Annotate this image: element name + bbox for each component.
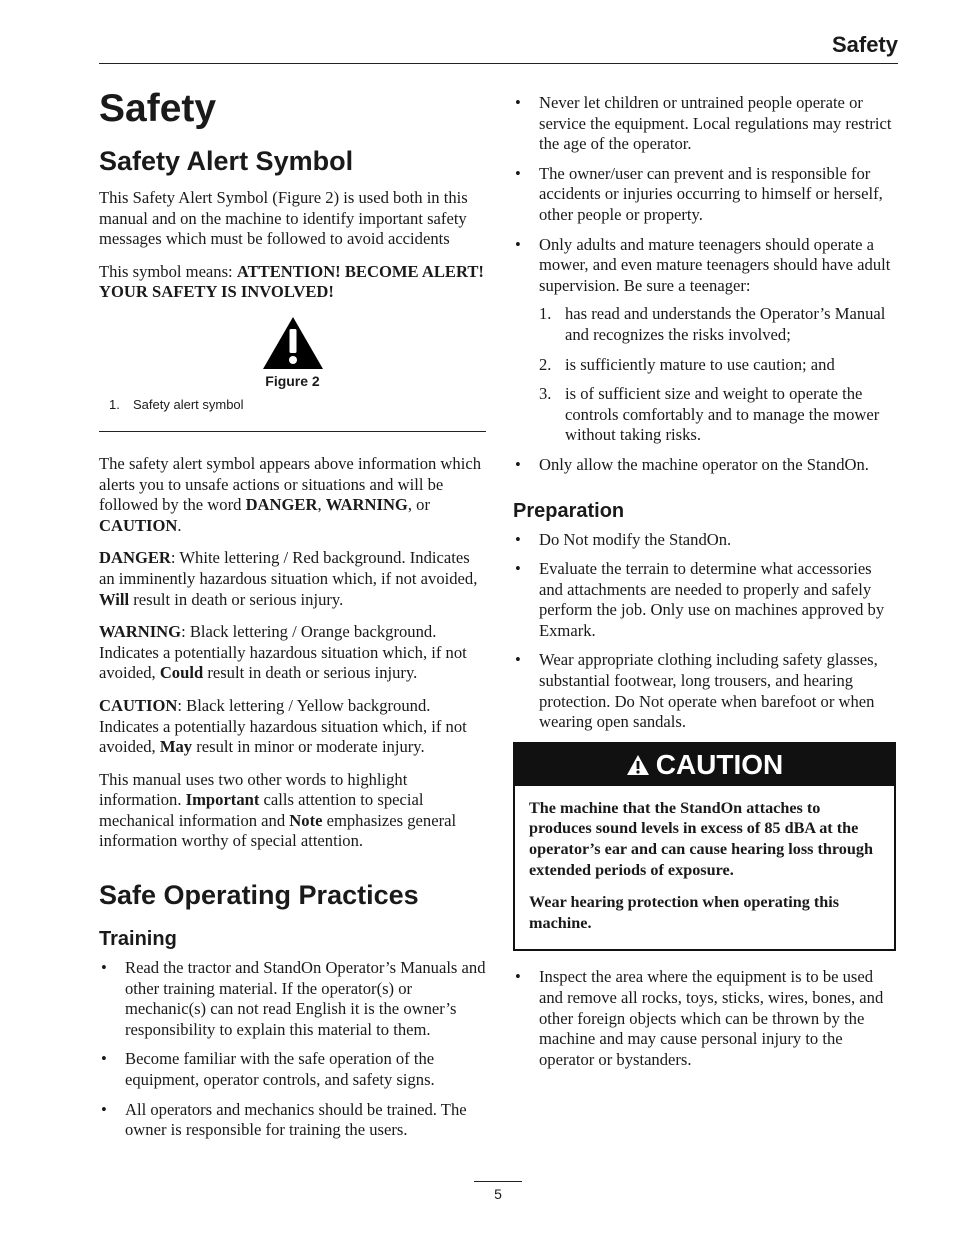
list-item: • Do Not modify the StandOn.	[513, 530, 899, 551]
preparation-list	[513, 530, 899, 733]
list-item: • Read the tractor and StandOn Operator’s Manuals and other training material. If the operator(s) or mechanic(s) can not read English it is the owner’s responsibility to explain this material to them.	[99, 958, 486, 1040]
left-column	[99, 80, 486, 1150]
training-list-right	[513, 93, 899, 476]
figure-divider	[99, 431, 486, 432]
sub-list-item: 2. is sufficiently mature to use caution; and	[539, 354, 835, 374]
caution-box	[513, 742, 896, 952]
safety-alert-heading: Safety Alert Symbol	[99, 146, 354, 176]
safe-operating-heading: Safe Operating Practices	[99, 880, 419, 911]
list-item: • Only adults and mature teenagers should operate a mower, and even mature teenagers should have adult supervision. Be sure a teenager: 1. has read and understands the Operator’s Manual and recognizes the risks involved; 2. is sufficiently mature to use caution; and 3. is of sufficient size and weight to operate the controls comfortably and to manage the mower without taking risks.	[513, 235, 899, 446]
list-item: • Become familiar with the safe operation of the equipment, operator controls, and safety signs.	[99, 1049, 486, 1090]
symbol-means-paragraph: This symbol means: ATTENTION! BECOME ALERT! YOUR SAFETY IS INVOLVED!	[99, 261, 484, 302]
list-item: • All operators and mechanics should be trained. The owner is responsible for training the users.	[99, 1100, 486, 1141]
list-item: • Wear appropriate clothing including safety glasses, substantial footwear, long trousers, and hearing protection. Do Not operate when barefoot or when wearing open sandals.	[513, 650, 899, 732]
list-item: • Inspect the area where the equipment is to be used and remove all rocks, toys, sticks, wires, bones, and other foreign objects which can be thrown by the machine and may cause personal injury to the operator or bystanders.	[513, 967, 899, 1070]
list-item: • Evaluate the terrain to determine what accessories and attachments are needed to properly and safely perform the job. Only use on machines approved by Exmark.	[513, 559, 899, 641]
teenager-sublist	[539, 304, 899, 446]
danger-definition: DANGER: White lettering / Red background. Indicates an imminently hazardous situation which, if not avoided, Will result in death or serious injury.	[99, 548, 478, 609]
warning-triangle-icon	[626, 754, 650, 776]
page-title: Safety	[99, 87, 217, 130]
caution-box-title: CAUTION	[515, 744, 894, 786]
caution-text-2: Wear hearing protection when operating this machine.	[529, 893, 840, 932]
caution-box-body	[515, 786, 894, 950]
preparation-heading: Preparation	[513, 499, 625, 522]
caution-definition: CAUTION: Black lettering / Yellow background. Indicates a potentially hazardous situation which, if not avoided, May result in minor or moderate injury.	[99, 695, 467, 757]
list-item: • The owner/user can prevent and is responsible for accidents or injuries occurring to himself or herself, other people or property.	[513, 164, 899, 226]
training-heading: Training	[99, 928, 177, 951]
highlight-words-paragraph: This manual uses two other words to highlight information. Important calls attention to special mechanical information and Note emphasizes general information worthy of special attention.	[99, 769, 457, 851]
list-item: • Never let children or untrained people operate or service the equipment. Local regulations may restrict the age of the operator.	[513, 93, 899, 155]
running-header: Safety	[831, 32, 898, 57]
page-number: 5	[474, 1181, 522, 1202]
training-list-left	[99, 958, 486, 1141]
safety-alert-triangle-icon	[261, 315, 325, 371]
figure-2	[99, 315, 486, 389]
figure-callout: 1. Safety alert symbol	[109, 396, 244, 412]
sub-list-item: 3. is of sufficient size and weight to operate the controls comfortably and to manage the mower without taking risks.	[539, 384, 880, 445]
alert-symbol-paragraph: This Safety Alert Symbol (Figure 2) is used both in this manual and on the machine to identify important safety messages which must be followed to avoid accidents	[99, 188, 468, 249]
right-column	[513, 93, 899, 1079]
figure-caption: Figure 2	[265, 372, 320, 389]
list-item: • Only allow the machine operator on the StandOn.	[513, 455, 899, 476]
alert-appears-paragraph: The safety alert symbol appears above information which alerts you to unsafe actions or situations and will be followed by the word DANGER, WARNING, or CAUTION.	[99, 453, 481, 535]
caution-text-1: The machine that the StandOn attaches to produces sound levels in excess of 85 dBA at the operator’s ear and can cause hearing loss through extended periods of exposure.	[529, 798, 873, 879]
header-rule	[99, 63, 898, 64]
sub-list-item: 1. has read and understands the Operator’s Manual and recognizes the risks involved;	[539, 304, 886, 344]
inspection-list	[513, 967, 899, 1070]
warning-definition: WARNING: Black lettering / Orange background. Indicates a potentially hazardous situation which, if not avoided, Could result in death or serious injury.	[99, 622, 467, 683]
